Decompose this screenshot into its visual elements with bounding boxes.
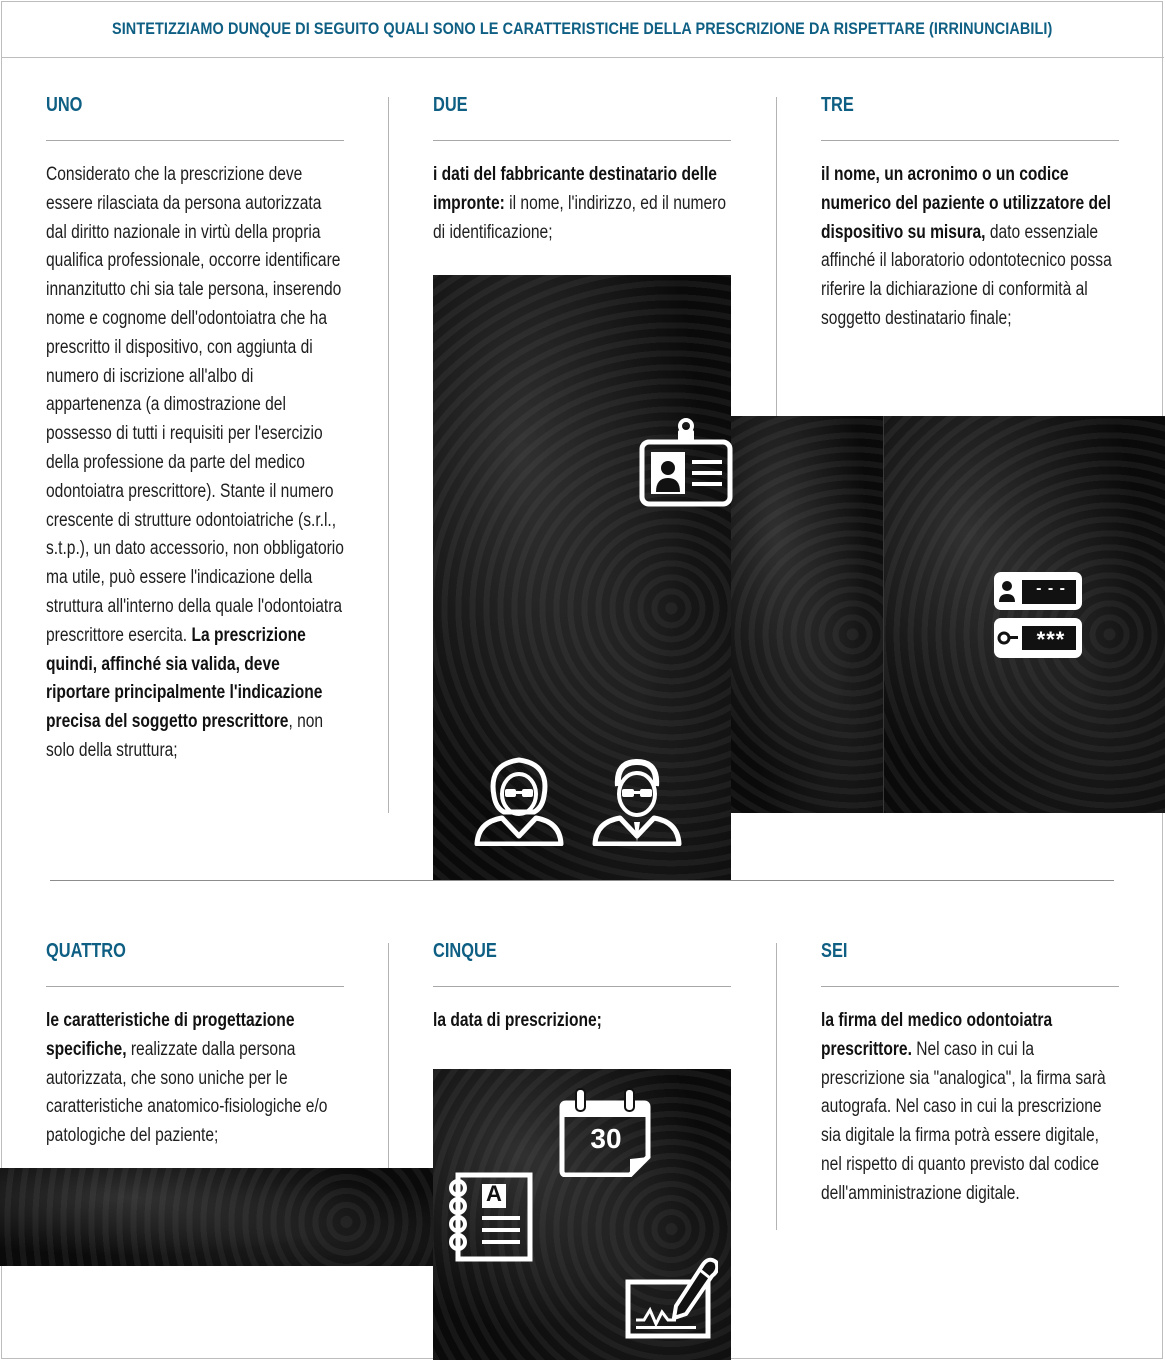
due-title: DUE: [433, 94, 468, 116]
quattro-text: realizzate dalla persona autorizzata, che sono uniche per le caratteristiche anatomico-fisiologiche e/o patologiche del paziente;: [46, 1038, 328, 1147]
uno-rule: [46, 140, 344, 141]
username-mask: - - -: [1036, 580, 1066, 597]
uno-body: [46, 161, 345, 766]
uno-title: UNO: [46, 94, 83, 116]
uno-bold: La prescrizione quindi, affinché sia valida, deve riportare principalmente l'indicazione precisa del soggetto prescrittore: [46, 624, 323, 733]
column-separator-3: [388, 943, 389, 1168]
due-bold: i dati del fabbricante destinatario delle impronte:: [433, 164, 717, 214]
tre-text: dato essenziale affinché il laboratorio odontotecnico possa riferire la dichiarazione di conformità al soggetto destinatario finale;: [821, 221, 1112, 329]
sei-title: SEI: [821, 940, 848, 962]
header-banner: [1, 1, 1164, 58]
sei-bold: la firma del medico odontoiatra prescrittore.: [821, 1010, 1053, 1060]
calendar-day: 30: [590, 1123, 622, 1154]
tre-title: TRE: [821, 94, 854, 116]
tre-bold: il nome, un acronimo o un codice numerico del paziente o utilizzatore del dispositivo su misura,: [821, 164, 1112, 243]
doctor-woman-icon: [472, 756, 566, 846]
due-rule: [433, 140, 731, 141]
quattro-title: QUATTRO: [46, 940, 126, 962]
quattro-rule: [46, 986, 344, 987]
cinque-body: [433, 1007, 732, 1036]
sei-body: [821, 1007, 1120, 1209]
quattro-bold: le caratteristiche di progettazione specifiche,: [46, 1010, 295, 1060]
due-text: il nome, l'indirizzo, ed il numero di identificazione;: [433, 192, 727, 243]
cinque-rule: [433, 986, 731, 987]
column-separator-1: [388, 97, 389, 813]
doctor-man-icon: [590, 756, 684, 846]
notebook-icon: [442, 1172, 536, 1264]
calendar-icon: [558, 1085, 652, 1177]
signature-icon: [624, 1248, 718, 1340]
notebook-letter: A: [486, 1181, 502, 1206]
sei-text: Nel caso in cui la prescrizione sia "analogica", la firma sarà autografa. Nel caso in cui la prescrizione sia digitale la firma potrà essere digitale, nel rispetto di quanto previsto dal codice dell'amministrazione digitale.: [821, 1038, 1106, 1204]
sei-rule: [821, 986, 1119, 987]
section-divider: [50, 880, 1114, 881]
dark-panel-bottom-strip: [0, 1168, 433, 1266]
tre-body: [821, 161, 1120, 334]
dark-panel-connector: [731, 416, 883, 813]
header-title: SINTETIZZIAMO DUNQUE DI SEGUITO QUALI SONO LE CARATTERISTICHE DELLA PRESCRIZIONE DA RISPETTARE (IRRINUNCIABILI): [112, 19, 1053, 38]
password-mask: ***: [1036, 627, 1066, 652]
tre-rule: [821, 140, 1119, 141]
cinque-bold: la data di prescrizione;: [433, 1010, 602, 1031]
quattro-body: [46, 1007, 345, 1151]
column-separator-2: [776, 97, 777, 416]
id-badge-icon: [639, 416, 733, 508]
uno-text: Considerato che la prescrizione deve essere rilasciata da persona autorizzata dal diritto nazionale in virtù della propria qualifica professionale, occorre identificare innanzitutto chi sia tale persona, inserendo nome e cognome dell'odontoiatra che ha prescritto il dispositivo, con aggiunta di numero di iscrizione all'albo di appartenenza (a dimostrazione del possesso di tutti i requisiti per l'esercizio della professione da parte del medico odontoiatra prescrittore). Stante il numero crescente di strutture odontoiatriche (s.r.l., s.t.p.), un dato accessorio, non obbligatorio ma utile, può essere l'indicazione della struttura all'interno della quale l'odontoiatra prescrittore esercita.: [46, 164, 344, 646]
login-credentials-icon: [992, 570, 1086, 662]
column-separator-4: [776, 943, 777, 1230]
due-body: [433, 161, 732, 247]
uno-tail: , non solo della struttura;: [46, 711, 324, 761]
cinque-title: CINQUE: [433, 940, 497, 962]
